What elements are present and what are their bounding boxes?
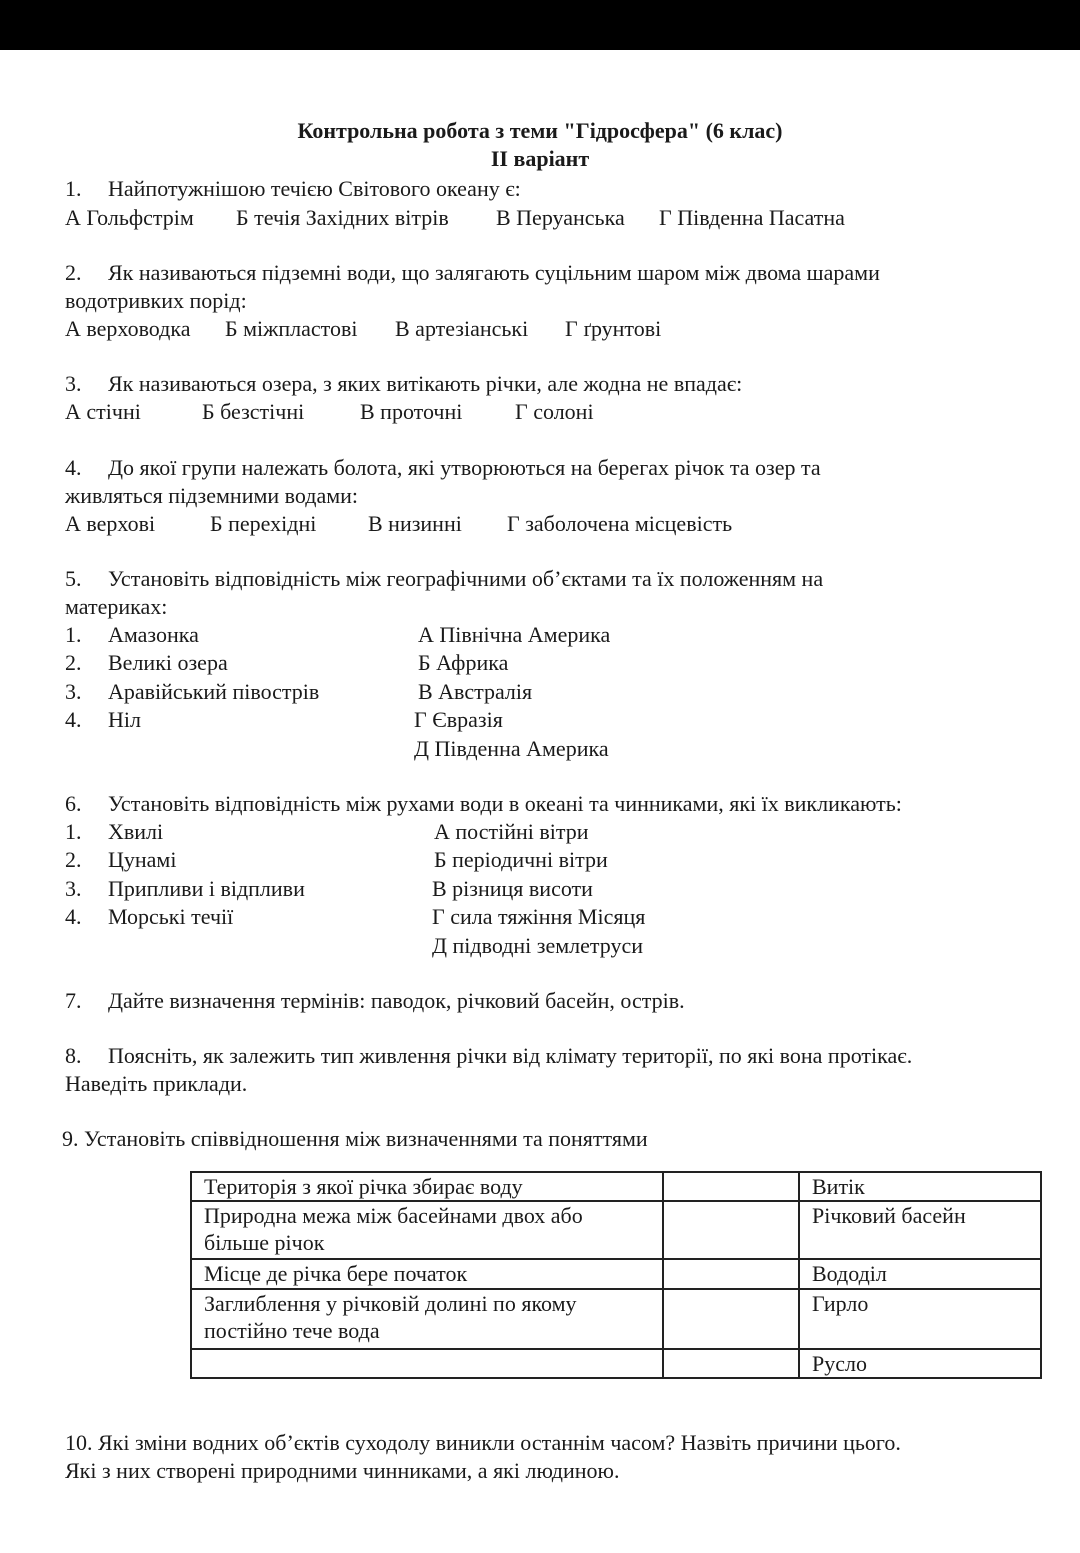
q5-item-number: 3. — [65, 679, 82, 704]
definition-cell: Природна межа між басейнами двох або більше річок — [191, 1201, 663, 1259]
q4-option: А верхові — [65, 511, 156, 536]
q5-answer: Б Африка — [418, 650, 509, 675]
q8-text-cont: Наведіть приклади. — [65, 1071, 248, 1096]
q2-text-cont: водотривких порід: — [65, 288, 247, 313]
q7-text: Дайте визначення термінів: паводок, річковий басейн, острів. — [108, 988, 685, 1013]
answer-cell — [663, 1289, 799, 1349]
q4-option: Г заболочена місцевість — [507, 511, 733, 536]
term-cell: Гирло — [799, 1289, 1041, 1349]
q2-option: А верховодка — [65, 316, 191, 341]
q5-item: Аравійський півострів — [108, 679, 320, 704]
q1-option: Г Південна Пасатна — [659, 205, 845, 230]
q6-item: Цунамі — [108, 847, 177, 872]
q6-item: Морські течії — [108, 904, 234, 929]
definition-cell: Заглиблення у річковій долині по якому постійно тече вода — [191, 1289, 663, 1349]
q6-answer: В різниця висоти — [432, 876, 593, 901]
q6-item-number: 3. — [65, 876, 82, 901]
q5-item: Ніл — [108, 707, 141, 732]
q2-option: Б міжпластові — [225, 316, 358, 341]
q2-text: Як називаються підземні води, що залягають суцільним шаром між двома шарами — [108, 260, 880, 285]
q1-option: А Гольфстрім — [65, 205, 194, 230]
q10-text: 10. Які зміни водних об’єктів суходолу виникли останнім часом? Назвіть причини цього. — [65, 1430, 901, 1455]
q6-answer: Б періодичні вітри — [434, 847, 608, 872]
q1-option: В Перуанська — [496, 205, 625, 230]
q9-text: 9. Установіть співвідношення між визначеннями та поняттями — [62, 1126, 648, 1151]
q10-text-cont: Які з них створені природними чинниками, а які людиною. — [65, 1458, 620, 1483]
q5-item: Великі озера — [108, 650, 228, 675]
answer-cell — [663, 1349, 799, 1378]
q6-item: Хвилі — [108, 819, 164, 844]
q6-answer: Г сила тяжіння Місяця — [432, 904, 646, 929]
q4-text-cont: живляться підземними водами: — [65, 483, 359, 508]
table-row — [191, 1201, 1041, 1259]
q5-answer: Д Південна Америка — [414, 736, 609, 761]
answer-cell — [663, 1259, 799, 1289]
variant-heading: II варіант — [490, 146, 590, 171]
term-cell: Витік — [799, 1172, 1041, 1201]
q3-text: Як називаються озера, з яких витікають річки, але жодна не впадає: — [108, 371, 743, 396]
answer-cell — [663, 1172, 799, 1201]
q6-answer: А постійні вітри — [434, 819, 589, 844]
table-row — [191, 1289, 1041, 1349]
q8-number: 8. — [65, 1043, 82, 1068]
term-cell: Річковий басейн — [799, 1201, 1041, 1259]
q3-number: 3. — [65, 371, 82, 396]
term-cell: Русло — [799, 1349, 1041, 1378]
page-title: Контрольна робота з теми "Гідросфера" (6 клас) — [297, 118, 783, 143]
q4-option: Б перехідні — [210, 511, 317, 536]
definition-cell — [191, 1349, 663, 1378]
q6-item-number: 1. — [65, 819, 82, 844]
q6-answer: Д підводні землетруси — [432, 933, 644, 958]
q5-number: 5. — [65, 566, 82, 591]
q6-item-number: 4. — [65, 904, 82, 929]
q5-item-number: 1. — [65, 622, 82, 647]
definition-cell: Територія з якої річка збирає воду — [191, 1172, 663, 1201]
answer-cell — [663, 1201, 799, 1259]
q5-item: Амазонка — [108, 622, 199, 647]
term-cell: Вододіл — [799, 1259, 1041, 1289]
q5-answer: Г Євразія — [414, 707, 503, 732]
q2-number: 2. — [65, 260, 82, 285]
top-bar — [0, 0, 1080, 50]
q3-option: Г солоні — [515, 399, 594, 424]
q7-number: 7. — [65, 988, 82, 1013]
q6-item: Припливи і відпливи — [108, 876, 305, 901]
q3-option: В проточні — [360, 399, 463, 424]
q1-option: Б течія Західних вітрів — [236, 205, 449, 230]
matching-table — [190, 1171, 1042, 1379]
q5-item-number: 4. — [65, 707, 82, 732]
q6-number: 6. — [65, 791, 82, 816]
q4-option: В низинні — [368, 511, 462, 536]
table-row — [191, 1349, 1041, 1378]
q5-item-number: 2. — [65, 650, 82, 675]
q5-answer: В Австралія — [418, 679, 533, 704]
definition-cell: Місце де річка бере початок — [191, 1259, 663, 1289]
q2-option: В артезіанські — [395, 316, 529, 341]
q3-option: А стічні — [65, 399, 141, 424]
q6-text: Установіть відповідність між рухами води в океані та чинниками, які їх викликають: — [108, 791, 902, 816]
q8-text: Поясніть, як залежить тип живлення річки від клімату території, по які вона протікає. — [108, 1043, 913, 1068]
q6-item-number: 2. — [65, 847, 82, 872]
q4-number: 4. — [65, 455, 82, 480]
q5-text-cont: материках: — [65, 594, 168, 619]
q5-text: Установіть відповідність між географічними об’єктами та їх положенням на — [108, 566, 824, 591]
q1-number: 1. — [65, 176, 82, 201]
q5-answer: А Північна Америка — [418, 622, 611, 647]
q2-option: Г ґрунтові — [565, 316, 662, 341]
table-row — [191, 1172, 1041, 1201]
q4-text: До якої групи належать болота, які утворюються на берегах річок та озер та — [108, 455, 821, 480]
q3-option: Б безстічні — [202, 399, 305, 424]
table-row — [191, 1259, 1041, 1289]
q1-text: Найпотужнішою течією Світового океану є: — [108, 176, 521, 201]
